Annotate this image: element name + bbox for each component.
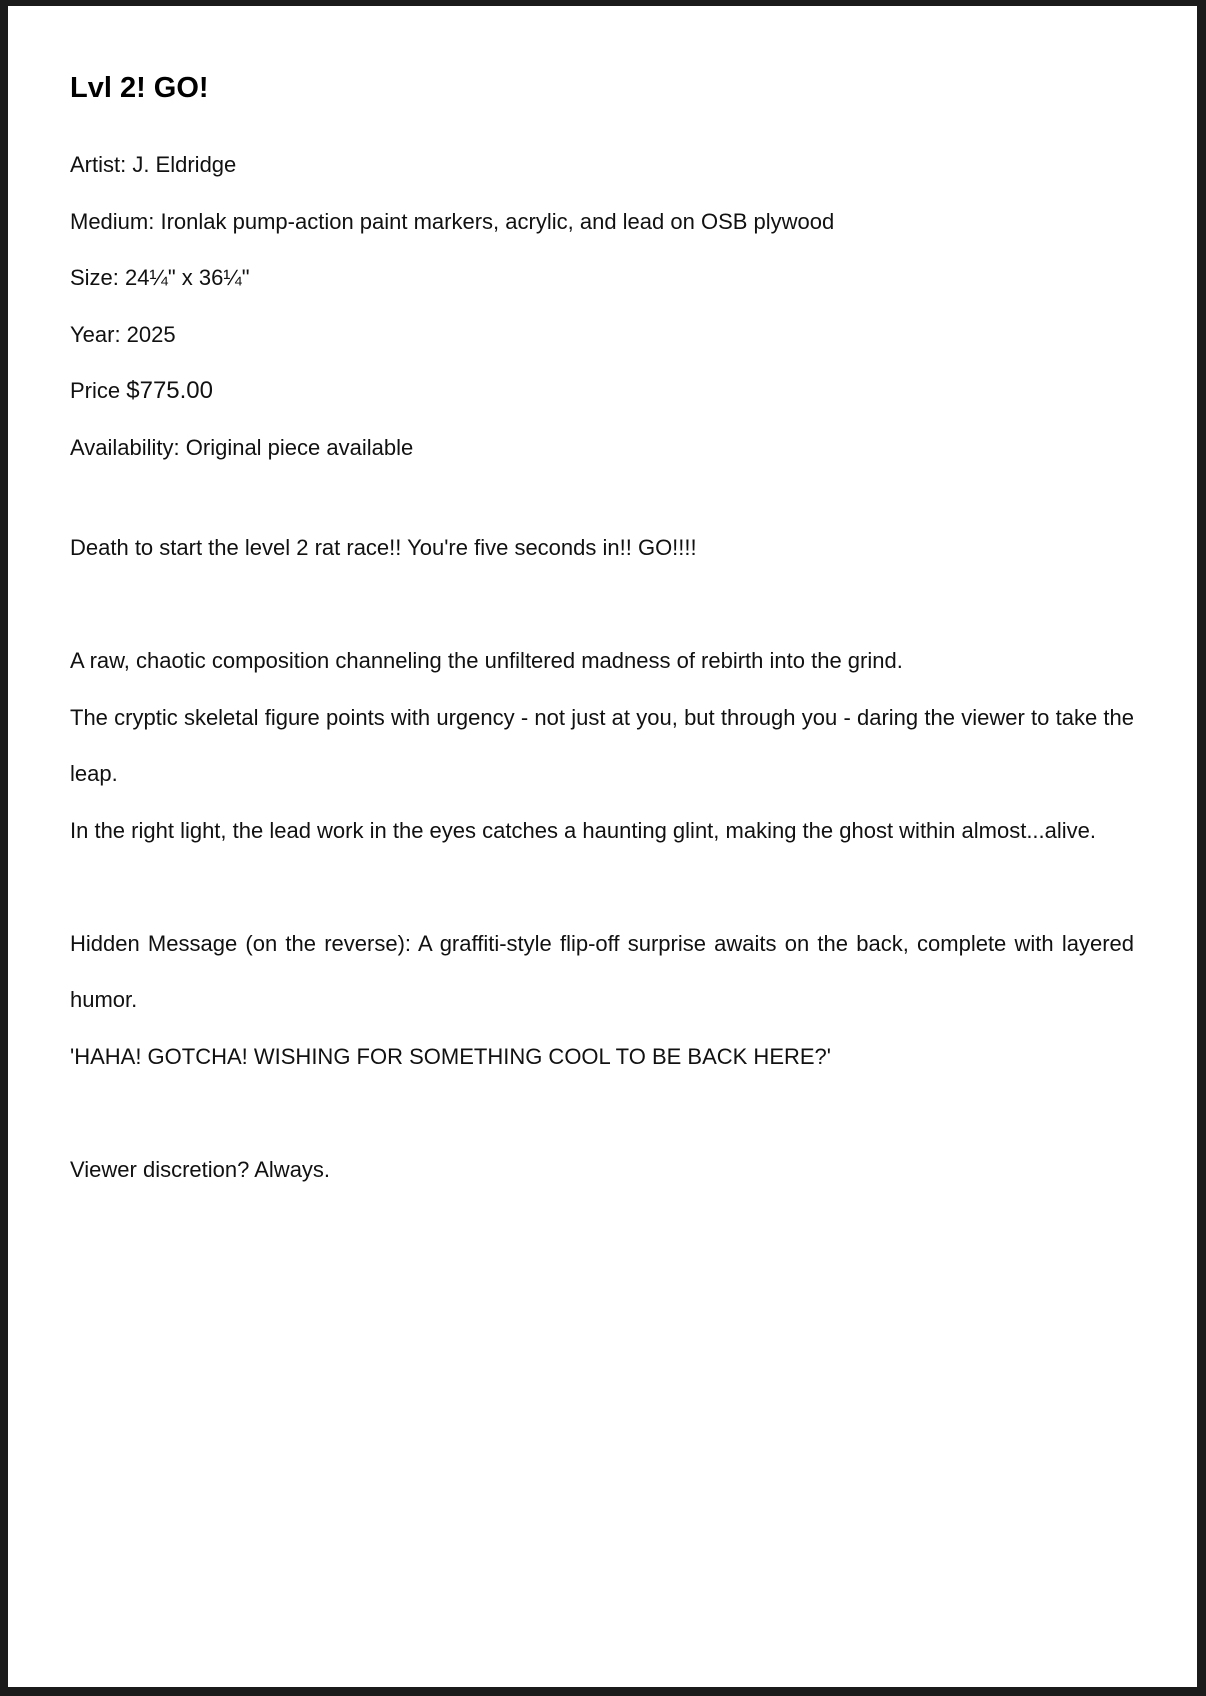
artwork-description [70, 520, 1134, 1198]
year-line: Year: 2025 [70, 321, 176, 347]
artist-line: Artist: J. Eldridge [70, 152, 237, 177]
closing-line: Viewer discretion? Always. [70, 1156, 331, 1182]
hidden-message: Hidden Message (on the reverse): A graffiti-style flip-off surprise awaits on the back, complete with layered humor. [70, 930, 1134, 1012]
price-value: $775.00 [126, 377, 214, 404]
document-page [8, 6, 1197, 1687]
size-line: Size: 24¼" x 36¼" [70, 265, 250, 290]
description-paragraph-3: In the right light, the lead work in the eyes catches a haunting glint, making the ghost within almost...alive. [70, 817, 1097, 843]
artwork-title: Lvl 2! GO! [70, 72, 209, 104]
availability-line: Availability: Original piece available [70, 434, 414, 460]
price-label: Price [70, 378, 121, 403]
artwork-details [70, 137, 1126, 476]
description-paragraph-2: The cryptic skeletal figure points with urgency - not just at you, but through you - daring the viewer to take the leap. [70, 704, 1134, 786]
tagline: Death to start the level 2 rat race!! You're five seconds in!! GO!!!! [70, 535, 697, 560]
hidden-message-quote: 'HAHA! GOTCHA! WISHING FOR SOMETHING COOL TO BE BACK HERE?' [70, 1043, 831, 1069]
price-line [70, 363, 1126, 420]
medium-line: Medium: Ironlak pump-action paint markers, acrylic, and lead on OSB plywood [70, 208, 835, 234]
description-paragraph-1: A raw, chaotic composition channeling the unfiltered madness of rebirth into the grind. [70, 648, 903, 673]
